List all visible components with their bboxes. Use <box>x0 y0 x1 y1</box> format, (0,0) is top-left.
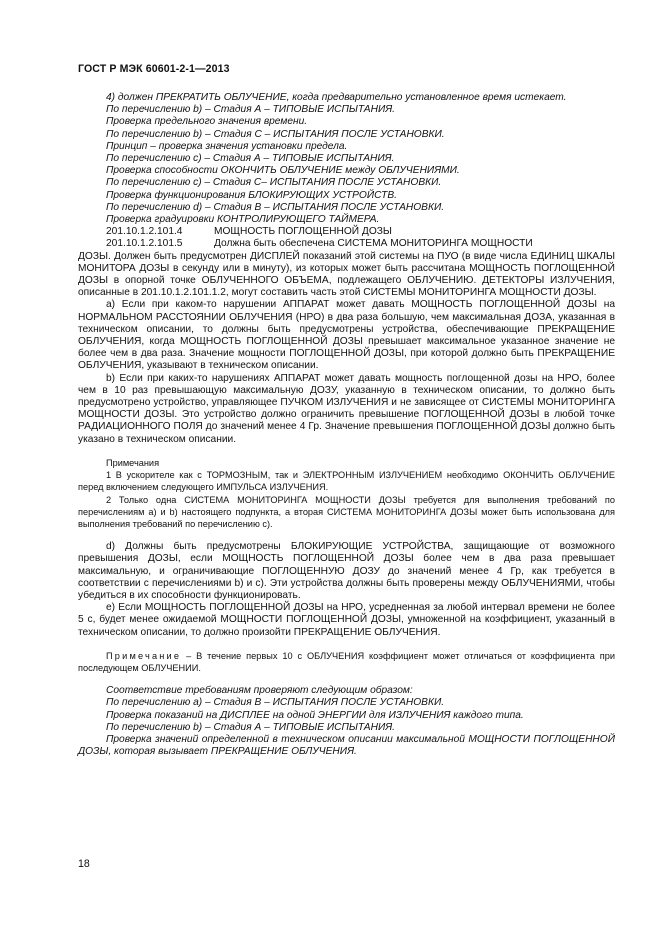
note-2: 2 Только одна СИСТЕМА МОНИТОРИНГА МОЩНОСТИ ДОЗЫ требуется для выполнения требований по перечислениям а) и b) настоящего подпункта, а вторая СИСТЕМА МОНИТОРИНГА ДОЗЫ может быть использована для выполнения требований по перечислению с). <box>78 494 615 529</box>
test-line: По перечислению с) – Стадия С– ИСПЫТАНИЯ ПОСЛЕ УСТАНОВКИ. <box>106 177 442 189</box>
note-label: Примечание <box>106 650 182 661</box>
compliance-line: Проверка показаний на ДИСПЛЕЕ на одной ЭНЕРГИИ для ИЗЛУЧЕНИЯ каждого типа. <box>106 709 524 721</box>
clause-body: ДОЗЫ. Должен быть предусмотрен ДИСПЛЕЙ показаний этой системы на ПУО (в виде числа ЕДИНИЦ ШКАЛЫ МОНИТОРА ДОЗЫ в секунду или в минуту), из которых может быть рассчитана МОЩНОСТЬ ПОГЛОЩЕННОЙ ДОЗЫ в опорной точке ОБЛУЧЕННОГО ОБЪЕМА, подлежащего ОБЛУЧЕНИЮ. ДЕТЕКТОРЫ ИЗЛУЧЕНИЯ, описанные в 201.10.1.2.101.1.2, могут составить часть этой СИСТЕМЫ МОНИТОРИНГА МОЩНОСТИ ДОЗЫ. <box>78 250 615 299</box>
paragraph-b: b) Если при каких-то нарушениях АППАРАТ может давать мощность поглощенной дозы на НРО, более чем в 10 раз превышающую максимальную ДОЗУ, указанную в техническом описании, то должно быть предусмотрено устройство, управляющее ПУЧКОМ ИЗЛУЧЕНИЯ и не зависящее от СИСТЕМЫ МОНИТОРИНГА МОЩНОСТИ ДОЗЫ. Это устройство должно ограничить превышение ПОГЛОЩЕННОЙ ДОЗЫ в любой точке РАДИАЦИОННОГО ПОЛЯ до значений менее 4 Гр. Значение превышения ПОГЛОЩЕННОЙ ДОЗЫ должно быть указано в техническом описании. <box>78 372 615 445</box>
compliance-intro: Соответствие требованиям проверяют следующим образом: <box>106 685 413 697</box>
clause-title: МОЩНОСТЬ ПОГЛОЩЕННОЙ ДОЗЫ <box>214 226 392 238</box>
compliance-line: По перечислению а) – Стадия В – ИСПЫТАНИЯ ПОСЛЕ УСТАНОВКИ. <box>106 697 445 709</box>
document-header: ГОСТ Р МЭК 60601-2-1—2013 <box>78 63 230 75</box>
test-line: Проверка предельного значения времени. <box>106 116 308 128</box>
clause-heading <box>78 226 615 238</box>
clause-heading <box>78 238 615 250</box>
test-line: Проверка функционирования БЛОКИРУЮЩИХ УСТРОЙСТВ. <box>106 189 398 201</box>
note-1: 1 В ускорителе как с ТОРМОЗНЫМ, так и ЭЛЕКТРОННЫМ ИЗЛУЧЕНИЕМ необходимо ОКОНЧИТЬ ОБЛУЧЕНИЕ перед включением следующего ИМПУЛЬСА ИЗЛУЧЕНИЯ. <box>78 470 615 493</box>
compliance-line: Проверка значений определенной в техническом описании максимальной МОЩНОСТИ ПОГЛОЩЕННОЙ ДОЗЫ, которая вызывает ПРЕКРАЩЕНИЕ ОБЛУЧЕНИЯ. <box>78 733 615 758</box>
page-number: 18 <box>78 858 90 870</box>
test-line: По перечислению b) – Стадия А – ТИПОВЫЕ ИСПЫТАНИЯ. <box>106 104 396 116</box>
clause-number: 201.10.1.2.101.4 <box>106 226 183 238</box>
document-body <box>78 92 615 758</box>
paragraph-d: d) Должны быть предусмотрены БЛОКИРУЮЩИЕ УСТРОЙСТВА, защищающие от возможного превышения ДОЗЫ, если МОЩНОСТЬ ПОГЛОЩЕННОЙ ДОЗЫ более чем в два раза превышает максимальную, и ограничивающие ПОГЛОЩЕННУЮ ДОЗУ до значений менее 4 Гр, как требуется в соответствии с перечислениями b) и с). Эти устройства должны быть проверены между ОБЛУЧЕНИЯМИ, чтобы убедиться в их способности функционировать. <box>78 541 615 601</box>
item-4-text: 4) должен ПРЕКРАТИТЬ ОБЛУЧЕНИЕ, когда предварительно установленное время истекает. <box>106 92 567 103</box>
paragraph-e: е) Если МОЩНОСТЬ ПОГЛОЩЕННОЙ ДОЗЫ на НРО, усредненная за любой интервал времени не более 5 с, будет менее ожидаемой МОЩНОСТИ ПОГЛОЩЕННОЙ ДОЗЫ, умноженной на коэффициент, указанный в техническом описании, то должно произойти ПРЕКРАЩЕНИЕ ОБЛУЧЕНИЯ. <box>78 602 615 638</box>
paragraph-a: a) Если при каком-то нарушении АППАРАТ может давать МОЩНОСТЬ ПОГЛОЩЕННОЙ ДОЗЫ на НОРМАЛЬНОМ РАССТОЯНИИ ОБЛУЧЕНИЯ (НРО) в два раза большую, чем максимальная ДОЗА, указанная в техническом описании, то должны быть предусмотрены устройства, обеспечивающие ПРЕКРАЩЕНИЕ ОБЛУЧЕНИЯ, когда МОЩНОСТЬ ПОГЛОЩЕННОЙ ДОЗЫ превышает максимальное указанное значение не более чем в два раза. Значение мощности ПОГЛОЩЕННОЙ ДОЗЫ, при которой должно быть ПРЕКРАЩЕНИЕ ОБЛУЧЕНИЯ, указывают в техническом описании. <box>78 299 615 372</box>
test-line: Принцип – проверка значения установки предела. <box>106 140 348 152</box>
test-line: Проверка способности ОКОНЧИТЬ ОБЛУЧЕНИЕ между ОБЛУЧЕНИЯМИ. <box>106 165 460 177</box>
note-single <box>78 650 615 674</box>
test-line: По перечислению b) – Стадия С – ИСПЫТАНИЯ ПОСЛЕ УСТАНОВКИ. <box>106 128 445 140</box>
test-line: Проверка градуировки КОНТРОЛИРУЮЩЕГО ТАЙМЕРА. <box>106 214 380 226</box>
compliance-line: По перечислению b) – Стадия А – ТИПОВЫЕ ИСПЫТАНИЯ. <box>106 721 396 733</box>
clause-lead-text: Должна быть обеспечена СИСТЕМА МОНИТОРИНГА МОЩНОСТИ <box>214 238 533 250</box>
test-line: По перечислению d) – Стадия В – ИСПЫТАНИЯ ПОСЛЕ УСТАНОВКИ. <box>106 201 445 213</box>
note-text: – В течение первых 10 с ОБЛУЧЕНИЯ коэффициент может отличаться от коэффициента при последующем ОБЛУЧЕНИИ. <box>78 650 615 673</box>
clause-number: 201.10.1.2.101.5 <box>106 238 183 250</box>
notes-title: Примечания <box>106 457 160 468</box>
test-line: По перечислению с) – Стадия А – ТИПОВЫЕ ИСПЫТАНИЯ. <box>106 153 395 165</box>
